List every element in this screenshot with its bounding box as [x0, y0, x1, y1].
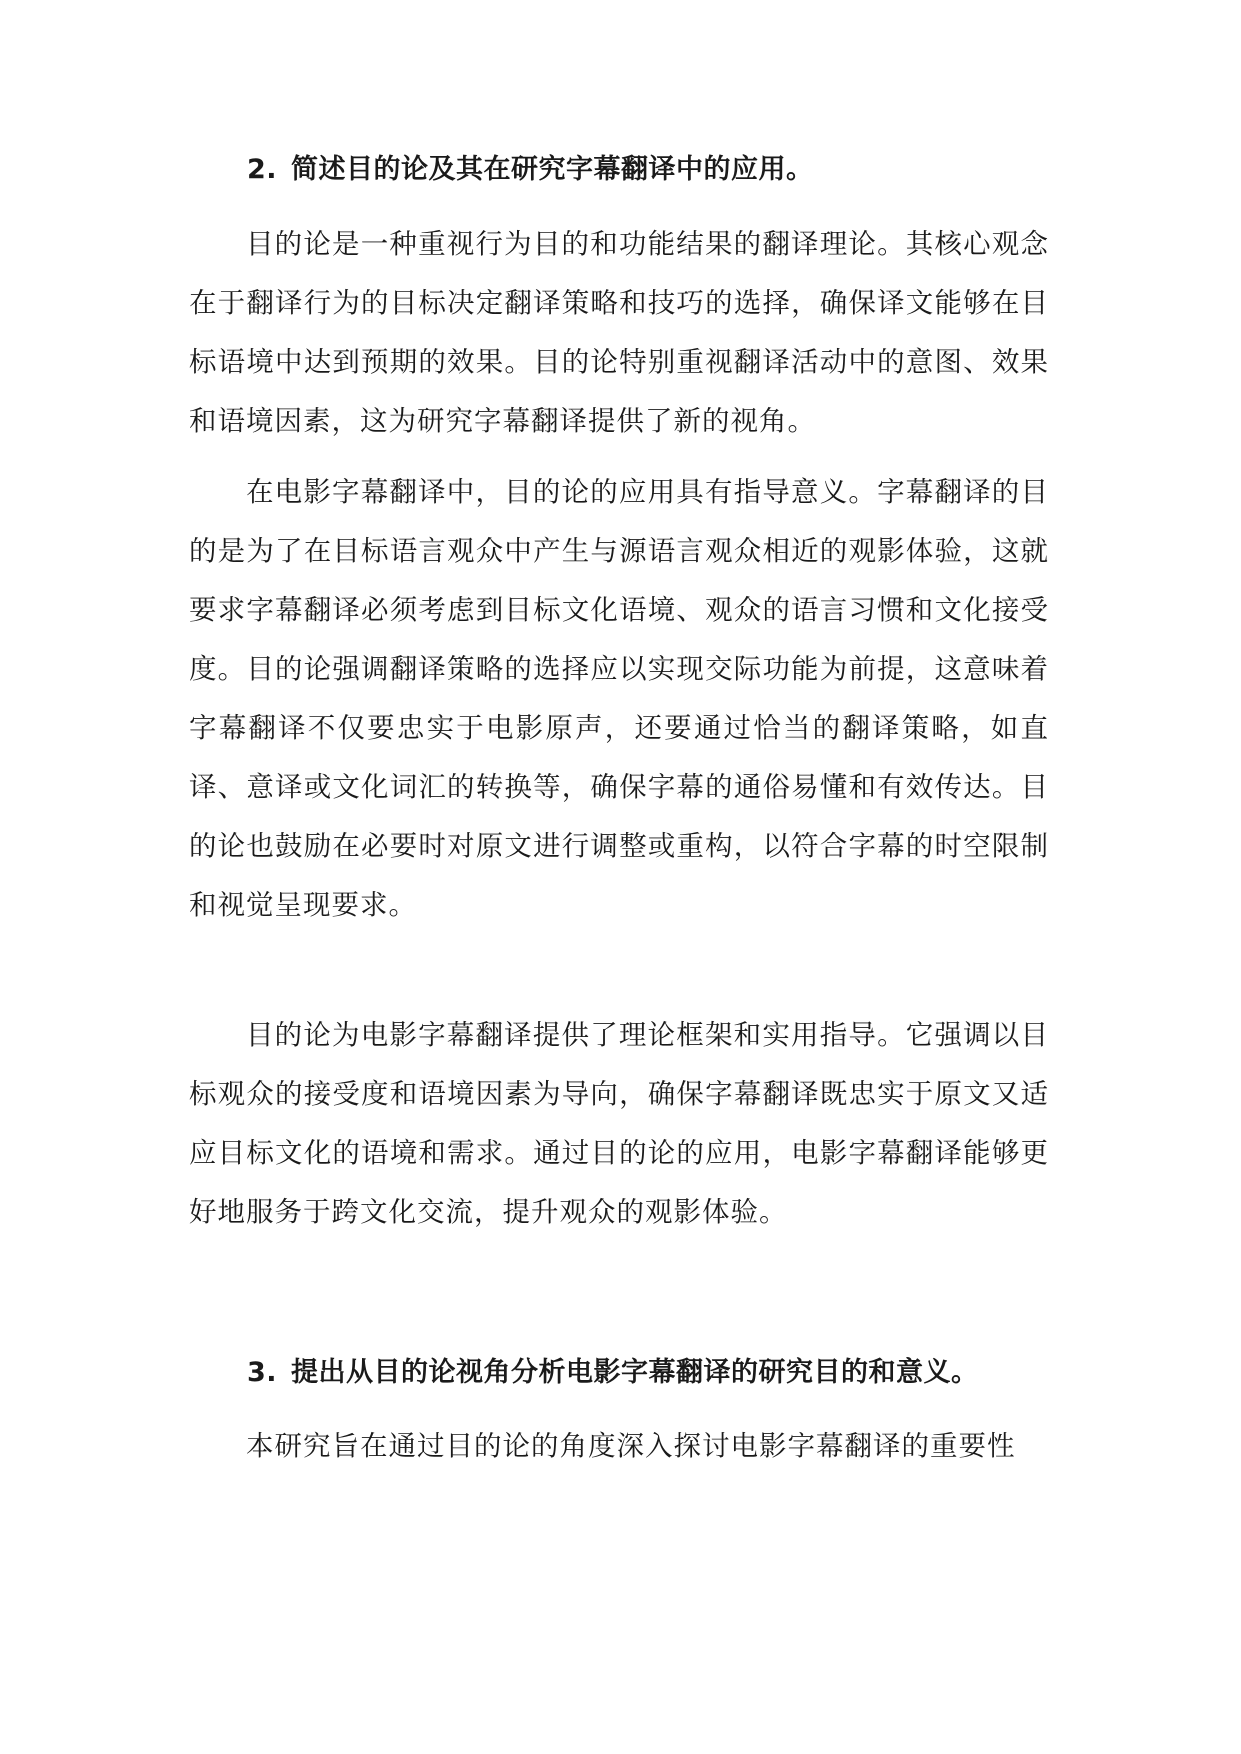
paragraph: 在电影字幕翻译中，目的论的应用具有指导意义。字幕翻译的目的是为了在目标语言观众中产生与源语言观众相近的观影体验，这就要求字幕翻译必须考虑到目标文化语境、观众的语言习惯和文化接受度。目的论强调翻译策略的选择应以实现交际功能为前提，这意味着字幕翻译不仅要忠实于电影原声，还要通过恰当的翻译策略，如直译、意译或文化词汇的转换等，确保字幕的通俗易懂和有效传达。目的论也鼓励在必要时对原文进行调整或重构，以符合字幕的时空限制和视觉呈现要求。 [189, 476, 1049, 921]
paragraph: 本研究旨在通过目的论的角度深入探讨电影字幕翻译的重要性 [246, 1430, 1016, 1462]
section-heading-2 [247, 152, 814, 188]
paragraph: 目的论是一种重视行为目的和功能结果的翻译理论。其核心观念在于翻译行为的目标决定翻译策略和技巧的选择，确保译文能够在目标语境中达到预期的效果。目的论特别重视翻译活动中的意图、效果和语境因素，这为研究字幕翻译提供了新的视角。 [189, 228, 1049, 437]
section-number: 3. [247, 1357, 278, 1388]
section-title: 提出从目的论视角分析电影字幕翻译的研究目的和意义。 [291, 1357, 979, 1388]
section-number: 2. [247, 154, 278, 185]
section-title: 简述目的论及其在研究字幕翻译中的应用。 [291, 154, 814, 185]
paragraph: 目的论为电影字幕翻译提供了理论框架和实用指导。它强调以目标观众的接受度和语境因素为导向，确保字幕翻译既忠实于原文又适应目标文化的语境和需求。通过目的论的应用，电影字幕翻译能够更好地服务于跨文化交流，提升观众的观影体验。 [189, 1019, 1049, 1228]
section-heading-3 [247, 1355, 979, 1391]
